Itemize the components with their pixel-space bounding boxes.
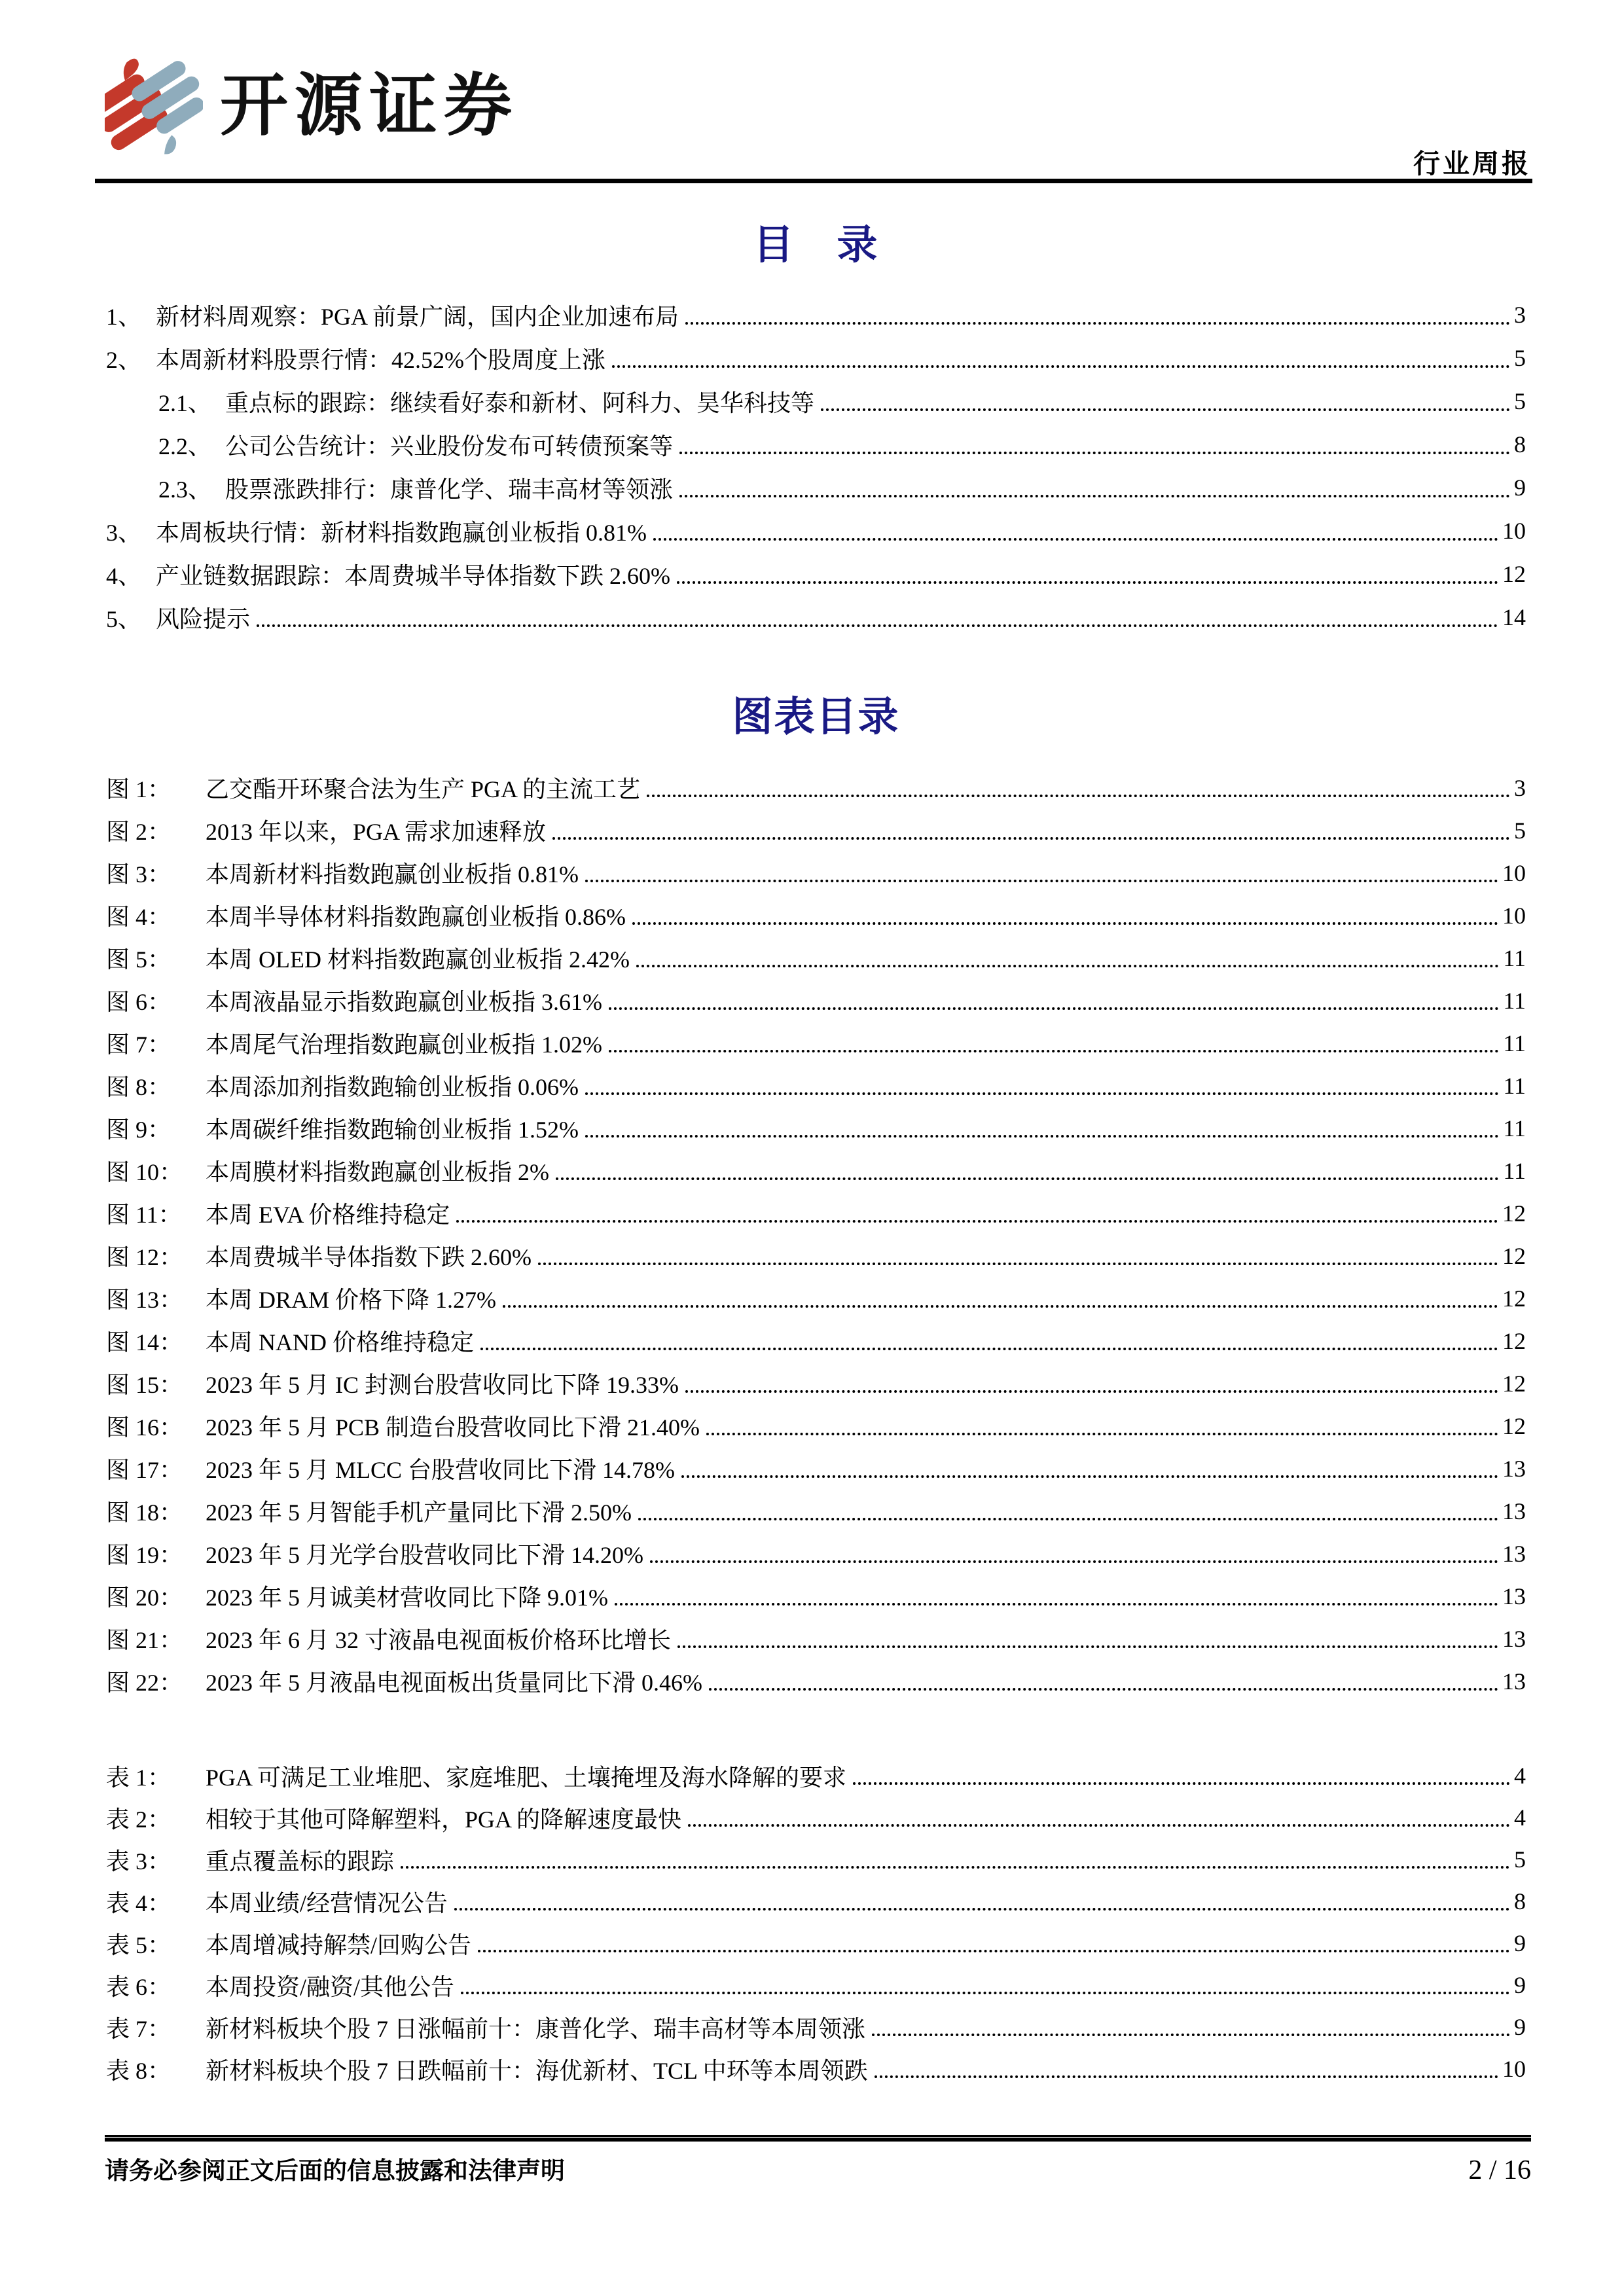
- entry-text: 本周新材料股票行情：42.52%个股周度上涨: [156, 346, 605, 373]
- dot-leader: [647, 795, 1510, 797]
- entry-page-number: 11: [1503, 944, 1526, 971]
- dot-leader: [650, 1560, 1498, 1563]
- dot-leader: [677, 1645, 1498, 1648]
- entry-number: 4、: [106, 562, 142, 589]
- figure-entry[interactable]: [106, 1617, 1526, 1660]
- dot-leader: [638, 1518, 1498, 1520]
- dot-leader: [677, 581, 1498, 584]
- entry-number: 1、: [106, 303, 142, 330]
- dot-leader: [478, 1950, 1510, 1952]
- figure-entry[interactable]: [106, 979, 1526, 1022]
- entry-page-number: 13: [1502, 1625, 1526, 1652]
- company-logo: [105, 43, 518, 168]
- entry-number: 2.3、: [158, 476, 212, 503]
- entry-text: PGA 可满足工业堆肥、家庭堆肥、土壤掩埋及海水降解的要求: [206, 1764, 847, 1791]
- entry-text: 产业链数据跟踪：本周费城半导体指数下跌 2.60%: [156, 562, 670, 589]
- entry-page-number: 13: [1502, 1668, 1526, 1695]
- entry-number: 图 20：: [106, 1585, 183, 1611]
- dot-leader: [538, 1263, 1498, 1265]
- figure-entry[interactable]: [106, 1149, 1526, 1192]
- dot-leader: [585, 880, 1498, 882]
- dot-leader: [681, 1475, 1498, 1478]
- figure-entry[interactable]: [106, 1022, 1526, 1064]
- entry-text: 本周 OLED 材料指数跑赢创业板指 2.42%: [206, 946, 630, 973]
- figure-entry[interactable]: [106, 1532, 1526, 1575]
- table-entry[interactable]: [106, 1755, 1526, 1797]
- dot-leader: [632, 922, 1498, 925]
- table-entry[interactable]: [106, 1797, 1526, 1839]
- entry-number: 表 1：: [106, 1764, 171, 1791]
- dot-leader: [853, 1782, 1510, 1785]
- entry-page-number: 13: [1502, 1455, 1526, 1482]
- entry-text: 本周投资/融资/其他公告: [206, 1973, 455, 2000]
- figure-entry[interactable]: [106, 1575, 1526, 1617]
- figure-entry[interactable]: [106, 1234, 1526, 1277]
- toc-entry[interactable]: [106, 466, 1526, 509]
- entry-page-number: 12: [1502, 561, 1526, 587]
- entry-text: 本周费城半导体指数下跌 2.60%: [206, 1244, 532, 1270]
- entry-page-number: 9: [1514, 1972, 1526, 1998]
- dot-leader: [706, 1433, 1498, 1435]
- entry-number: 3、: [106, 519, 142, 546]
- dot-leader: [609, 1050, 1499, 1052]
- figure-entry[interactable]: [106, 809, 1526, 852]
- entry-number: 图 11：: [106, 1202, 182, 1228]
- entry-page-number: 12: [1502, 1327, 1526, 1354]
- page-indicator: 2 / 16: [1468, 2155, 1531, 2185]
- entry-text: 2013 年以来，PGA 需求加速释放: [206, 819, 547, 845]
- entry-text: 2023 年 5 月智能手机产量同比下滑 2.50%: [206, 1499, 632, 1526]
- entry-number: 2.1、: [158, 389, 212, 416]
- entry-number: 表 4：: [106, 1890, 171, 1916]
- entry-page-number: 12: [1502, 1412, 1526, 1439]
- entry-text: 2023 年 5 月诚美材营收同比下降 9.01%: [206, 1585, 608, 1611]
- entry-page-number: 10: [1502, 859, 1526, 886]
- entry-text: 本周 NAND 价格维持稳定: [206, 1329, 474, 1355]
- page-header: [105, 43, 1531, 181]
- dot-leader: [872, 2034, 1510, 2036]
- dot-leader: [257, 624, 1498, 627]
- dot-leader: [456, 1220, 1498, 1223]
- dot-leader: [685, 322, 1510, 325]
- entry-page-number: 10: [1502, 902, 1526, 929]
- entry-text: 公司公告统计：兴业股份发布可转债预案等: [225, 433, 674, 459]
- entry-page-number: 14: [1502, 604, 1526, 630]
- entry-number: 表 6：: [106, 1973, 171, 2000]
- dot-leader: [679, 495, 1510, 497]
- entry-number: 图 4：: [106, 904, 171, 930]
- entry-number: 表 8：: [106, 2057, 171, 2084]
- entry-page-number: 10: [1502, 518, 1526, 544]
- entry-number: 图 3：: [106, 861, 171, 888]
- entry-text: 本周膜材料指数跑赢创业板指 2%: [206, 1159, 549, 1185]
- entry-page-number: 11: [1503, 1115, 1526, 1141]
- figure-entry[interactable]: [106, 766, 1526, 809]
- entry-number: 图 21：: [106, 1627, 183, 1653]
- entry-text: 本周半导体材料指数跑赢创业板指 0.86%: [206, 904, 626, 930]
- figure-entry[interactable]: [106, 1405, 1526, 1447]
- dot-leader: [552, 837, 1510, 840]
- entry-number: 表 3：: [106, 1848, 171, 1874]
- entry-text: 重点覆盖标的跟踪: [206, 1848, 395, 1874]
- dot-leader: [480, 1348, 1498, 1350]
- entry-text: 本周板块行情：新材料指数跑赢创业板指 0.81%: [156, 519, 647, 546]
- toc-entry[interactable]: [106, 423, 1526, 466]
- dot-leader: [609, 1007, 1499, 1010]
- entry-page-number: 12: [1502, 1285, 1526, 1312]
- entry-page-number: 11: [1503, 1157, 1526, 1184]
- toc-list: [106, 293, 1526, 639]
- dot-leader: [636, 965, 1499, 967]
- entry-page-number: 5: [1514, 345, 1526, 371]
- figure-list: [106, 766, 1526, 1702]
- entry-text: 2023 年 5 月 MLCC 台股营收同比下滑 14.78%: [206, 1457, 676, 1483]
- entry-page-number: 12: [1502, 1370, 1526, 1397]
- entry-number: 图 10：: [106, 1159, 183, 1185]
- entry-text: 2023 年 5 月液晶电视面板出货量同比下滑 0.46%: [206, 1670, 702, 1696]
- entry-page-number: 13: [1502, 1540, 1526, 1567]
- footer-disclaimer: 请务必参阅正文后面的信息披露和法律声明: [105, 2158, 565, 2185]
- entry-number: 图 6：: [106, 989, 171, 1015]
- entry-page-number: 13: [1502, 1498, 1526, 1524]
- dot-leader: [461, 1992, 1510, 1994]
- report-type-label: 行业周报: [1413, 149, 1531, 179]
- entry-text: 本周增减持解禁/回购公告: [206, 1931, 472, 1958]
- entry-text: 相较于其他可降解塑料，PGA 的降解速度最快: [206, 1806, 682, 1833]
- toc-title: 目 录: [753, 223, 879, 268]
- dot-leader: [556, 1177, 1499, 1180]
- entry-number: 图 15：: [106, 1372, 183, 1398]
- entry-number: 图 14：: [106, 1329, 183, 1355]
- dot-leader: [454, 1908, 1510, 1910]
- entry-text: 本周 EVA 价格维持稳定: [206, 1202, 450, 1228]
- entry-number: 表 7：: [106, 2015, 171, 2042]
- table-entry[interactable]: [106, 2006, 1526, 2048]
- brand-text: 开源证券: [220, 65, 519, 145]
- dot-leader: [875, 2075, 1498, 2078]
- dot-leader: [685, 1390, 1498, 1393]
- toc-entry[interactable]: [106, 380, 1526, 423]
- toc-entry[interactable]: [106, 596, 1526, 639]
- entry-text: 本周尾气治理指数跑赢创业板指 1.02%: [206, 1031, 602, 1058]
- entry-number: 图 19：: [106, 1542, 183, 1568]
- figure-entry[interactable]: [106, 1064, 1526, 1107]
- entry-text: 新材料板块个股 7 日涨幅前十：康普化学、瑞丰高材等本周领涨: [206, 2015, 866, 2042]
- entry-page-number: 9: [1514, 475, 1526, 501]
- figure-entry[interactable]: [106, 1490, 1526, 1532]
- table-entry[interactable]: [106, 1880, 1526, 1922]
- figure-entry[interactable]: [106, 937, 1526, 979]
- entry-page-number: 10: [1502, 2056, 1526, 2082]
- figure-entry[interactable]: [106, 1362, 1526, 1405]
- entry-page-number: 3: [1514, 302, 1526, 328]
- toc-entry[interactable]: [106, 509, 1526, 552]
- entry-page-number: 12: [1502, 1200, 1526, 1227]
- entry-page-number: 4: [1514, 1763, 1526, 1789]
- figure-entry[interactable]: [106, 1319, 1526, 1362]
- dot-leader: [503, 1305, 1498, 1308]
- figures-title: 图表目录: [732, 695, 900, 740]
- table-entry[interactable]: [106, 1839, 1526, 1880]
- entry-text: 本周新材料指数跑赢创业板指 0.81%: [206, 861, 579, 888]
- entry-number: 图 1：: [106, 776, 171, 802]
- entry-page-number: 5: [1514, 1846, 1526, 1873]
- entry-page-number: 11: [1503, 1072, 1526, 1099]
- figure-entry[interactable]: [106, 1277, 1526, 1319]
- dot-leader: [585, 1135, 1499, 1138]
- dot-leader: [653, 538, 1498, 541]
- toc-entry[interactable]: [106, 336, 1526, 380]
- entry-page-number: 9: [1514, 2014, 1526, 2040]
- footer-rule: [105, 2135, 1531, 2142]
- entry-number: 图 5：: [106, 946, 171, 973]
- entry-page-number: 3: [1514, 774, 1526, 801]
- toc-entry[interactable]: [106, 293, 1526, 336]
- entry-text: 本周 DRAM 价格下降 1.27%: [206, 1287, 497, 1313]
- figure-entry[interactable]: [106, 1447, 1526, 1490]
- entry-text: 2023 年 6 月 32 寸液晶电视面板价格环比增长: [206, 1627, 672, 1653]
- entry-text: 乙交酯开环聚合法为生产 PGA 的主流工艺: [206, 776, 641, 802]
- entry-number: 图 9：: [106, 1117, 171, 1143]
- dot-leader: [585, 1092, 1499, 1095]
- dot-leader: [679, 452, 1510, 454]
- entry-text: 新材料周观察：PGA 前景广阔，国内企业加速布局: [156, 303, 679, 330]
- toc-entry[interactable]: [106, 552, 1526, 596]
- table-entry[interactable]: [106, 1922, 1526, 1964]
- table-list: [106, 1755, 1526, 2090]
- entry-number: 图 16：: [106, 1414, 183, 1441]
- dot-leader: [615, 1603, 1498, 1605]
- entry-text: 本周碳纤维指数跑输创业板指 1.52%: [206, 1117, 579, 1143]
- entry-page-number: 5: [1514, 388, 1526, 414]
- entry-page-number: 9: [1514, 1930, 1526, 1956]
- entry-text: 重点标的跟踪：继续看好泰和新材、阿科力、昊华科技等: [225, 389, 815, 416]
- figure-entry[interactable]: [106, 852, 1526, 894]
- entry-text: 风险提示: [156, 605, 251, 632]
- entry-text: 本周添加剂指数跑输创业板指 0.06%: [206, 1074, 579, 1100]
- entry-page-number: 11: [1503, 987, 1526, 1014]
- entry-number: 5、: [106, 605, 142, 632]
- entry-page-number: 8: [1514, 431, 1526, 457]
- entry-number: 图 22：: [106, 1670, 183, 1696]
- dot-leader: [821, 408, 1510, 411]
- entry-text: 2023 年 5 月 PCB 制造台股营收同比下滑 21.40%: [206, 1414, 700, 1441]
- entry-page-number: 11: [1503, 1030, 1526, 1056]
- table-entry[interactable]: [106, 2048, 1526, 2090]
- header-rule: [95, 179, 1532, 183]
- entry-text: 本周液晶显示指数跑赢创业板指 3.61%: [206, 989, 602, 1015]
- entry-number: 图 2：: [106, 819, 171, 845]
- entry-number: 图 13：: [106, 1287, 183, 1313]
- entry-number: 2.2、: [158, 433, 212, 459]
- dot-leader: [688, 1824, 1510, 1827]
- entry-page-number: 8: [1514, 1888, 1526, 1914]
- entry-text: 本周业绩/经营情况公告: [206, 1890, 448, 1916]
- entry-page-number: 13: [1502, 1583, 1526, 1609]
- entry-number: 图 12：: [106, 1244, 183, 1270]
- figure-entry[interactable]: [106, 1107, 1526, 1149]
- entry-text: 新材料板块个股 7 日跌幅前十：海优新材、TCL 中环等本周领跌: [206, 2057, 868, 2084]
- figure-entry[interactable]: [106, 1660, 1526, 1702]
- dot-leader: [401, 1866, 1510, 1869]
- table-entry[interactable]: [106, 1964, 1526, 2006]
- figure-entry[interactable]: [106, 1192, 1526, 1234]
- figure-entry[interactable]: [106, 894, 1526, 937]
- entry-number: 表 5：: [106, 1931, 171, 1958]
- entry-page-number: 12: [1502, 1242, 1526, 1269]
- entry-number: 图 18：: [106, 1499, 183, 1526]
- entry-text: 2023 年 5 月 IC 封测台股营收同比下降 19.33%: [206, 1372, 679, 1398]
- kaiyuan-leaf-logo-icon: [105, 43, 203, 168]
- entry-text: 2023 年 5 月光学台股营收同比下滑 14.20%: [206, 1542, 643, 1568]
- entry-number: 表 2：: [106, 1806, 171, 1833]
- entry-number: 2、: [106, 346, 142, 373]
- entry-number: 图 8：: [106, 1074, 171, 1100]
- entry-number: 图 7：: [106, 1031, 171, 1058]
- contents-body: [106, 223, 1526, 2090]
- page-footer: [105, 2135, 1531, 2186]
- dot-leader: [709, 1688, 1498, 1691]
- entry-page-number: 4: [1514, 1804, 1526, 1831]
- entry-text: 股票涨跌排行：康普化学、瑞丰高材等领涨: [225, 476, 674, 503]
- entry-number: 图 17：: [106, 1457, 183, 1483]
- entry-page-number: 5: [1514, 817, 1526, 844]
- dot-leader: [612, 365, 1510, 368]
